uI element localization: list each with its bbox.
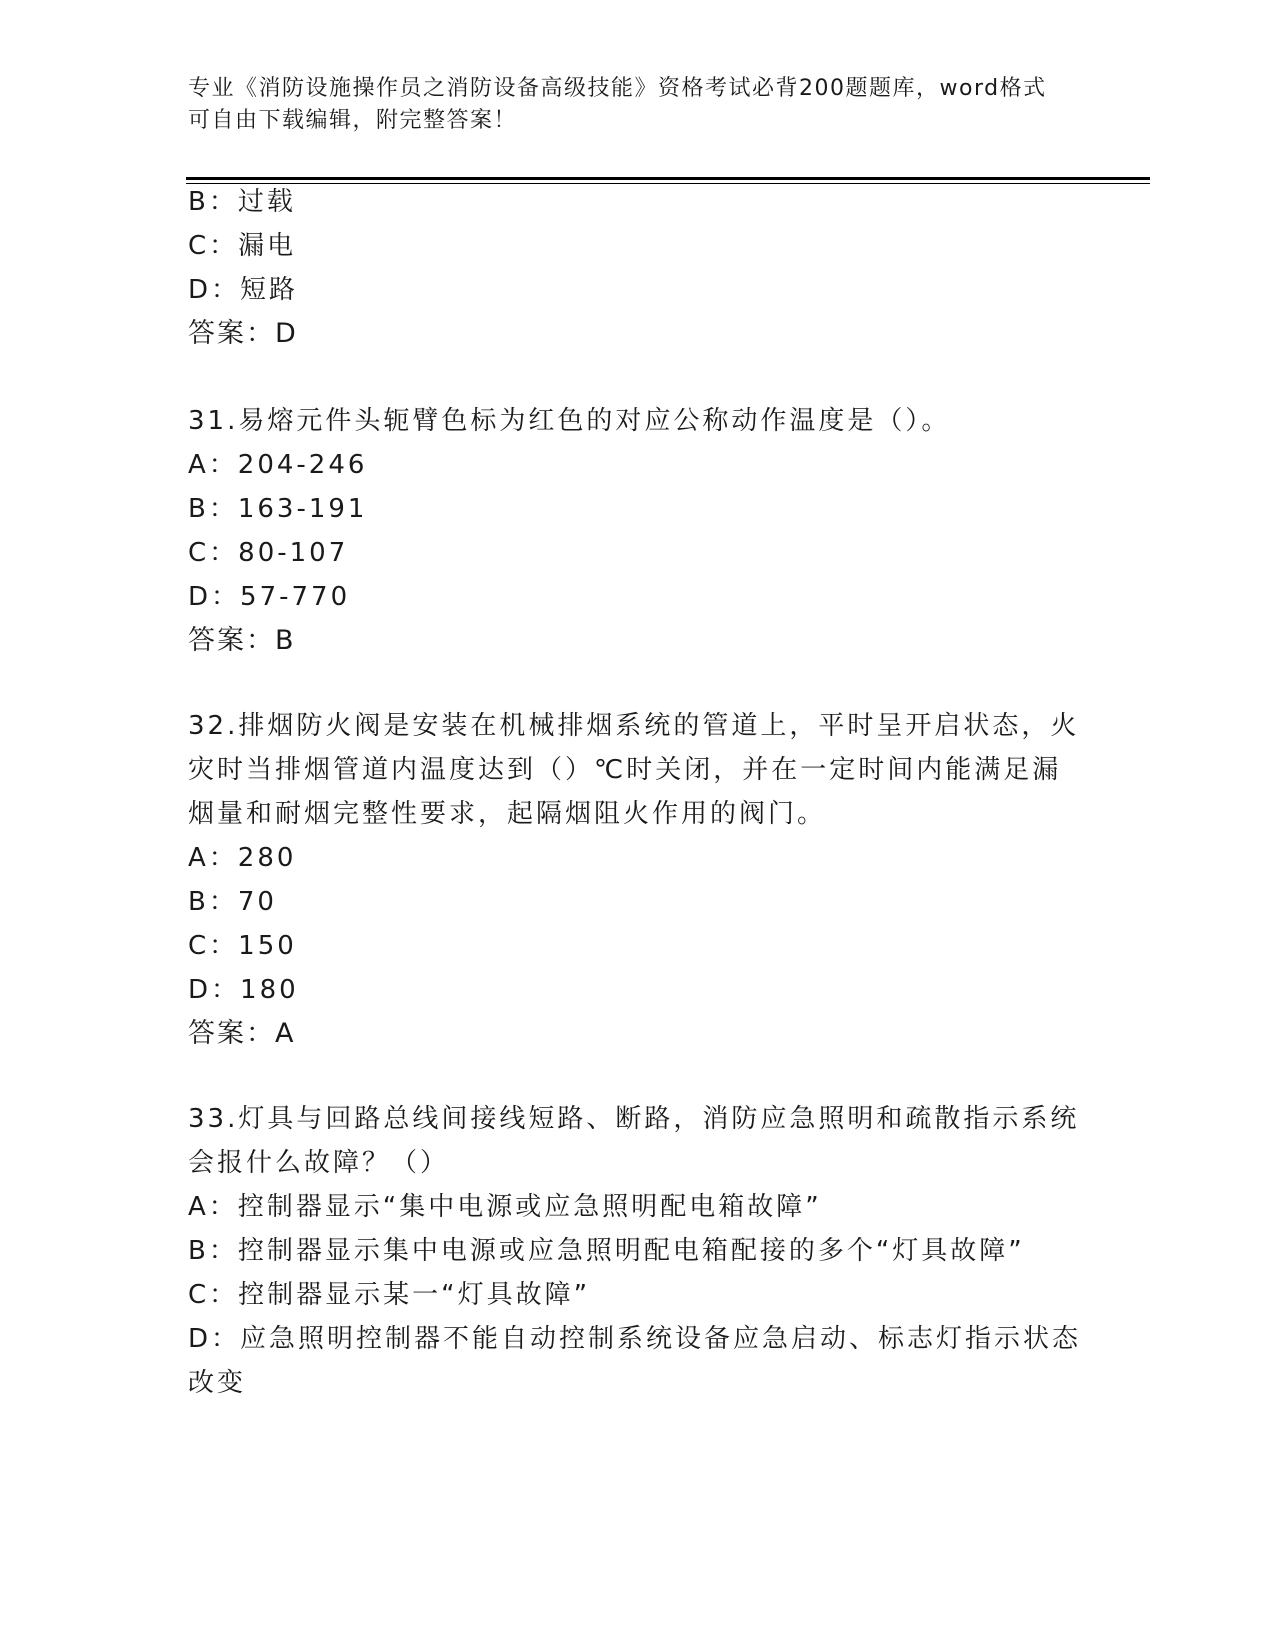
option-c: C：漏电 <box>188 231 297 261</box>
header-rule-thick <box>186 177 1150 180</box>
option-d: D：短路 <box>188 275 299 305</box>
option-b: B：过载 <box>188 187 296 217</box>
option-a: A：204-246 <box>188 450 368 480</box>
question-32-line-1: 32.排烟防火阀是安装在机械排烟系统的管道上，平时呈开启状态，火 <box>188 711 1080 741</box>
option-d-continuation: 改变 <box>188 1368 247 1398</box>
option-c: C：控制器显示某一“灯具故障” <box>188 1280 591 1310</box>
question-31: 31.易熔元件头轭臂色标为红色的对应公称动作温度是（）。 <box>188 406 951 436</box>
option-c: C：150 <box>188 931 297 961</box>
question-32-line-2: 灾时当排烟管道内温度达到（）℃时关闭，并在一定时间内能满足漏 <box>188 755 1062 785</box>
option-c: C：80-107 <box>188 538 349 568</box>
option-d: D：57-770 <box>188 582 351 612</box>
answer-line: 答案：B <box>188 625 296 656</box>
option-a: A：控制器显示“集中电源或应急照明配电箱故障” <box>188 1192 822 1222</box>
document-header <box>188 73 1068 137</box>
question-33-line-1: 33.灯具与回路总线间接线短路、断路，消防应急照明和疏散指示系统 <box>188 1104 1080 1134</box>
answer-line: 答案：D <box>188 318 298 349</box>
answer-line: 答案：A <box>188 1018 296 1049</box>
question-32-line-3: 烟量和耐烟完整性要求，起隔烟阻火作用的阀门。 <box>188 799 827 829</box>
option-b: B：控制器显示集中电源或应急照明配电箱配接的多个“灯具故障” <box>188 1236 1025 1266</box>
option-b: B：70 <box>188 887 277 917</box>
header-rule-thin <box>186 183 1150 184</box>
option-b: B：163-191 <box>188 494 368 524</box>
document-title: 专业《消防设施操作员之消防设备高级技能》资格考试必背200题题库，word格式可自由下载编辑，附完整答案！ <box>188 76 1047 133</box>
option-a: A：280 <box>188 843 297 873</box>
question-33-line-2: 会报什么故障？（） <box>188 1148 450 1178</box>
option-d: D：180 <box>188 975 299 1005</box>
option-d: D：应急照明控制器不能自动控制系统设备应急启动、标志灯指示状态 <box>188 1324 1082 1354</box>
